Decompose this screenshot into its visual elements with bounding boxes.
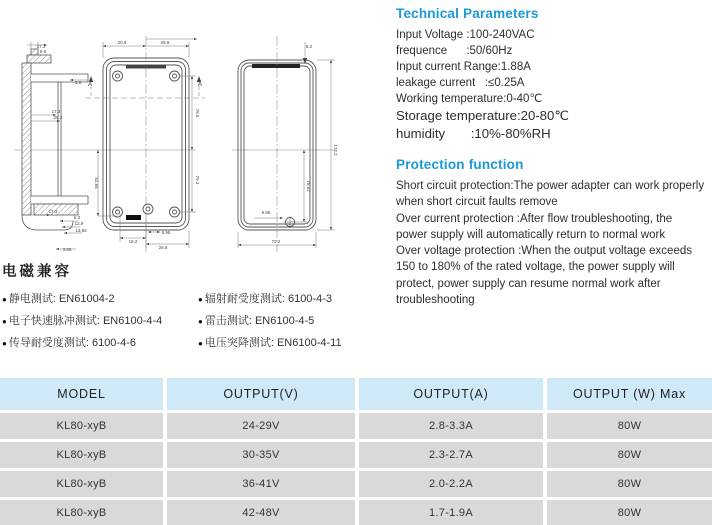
table-cell: KL80-xyB [0,500,163,525]
dimension-label: 17.3 [51,109,61,114]
dimension-label: 6.3 [73,215,81,220]
table-cell: 1.7-1.9A [359,500,543,525]
technical-parameters-section [396,6,708,142]
dimension-label: 26.8 [158,245,168,250]
table-cell: KL80-xyB [0,413,163,439]
technical-parameters-title: Technical Parameters [396,6,539,21]
emc-item [2,315,198,328]
bullet-icon: ● [198,295,203,304]
tech-param-line: Input Voltage :100-240VAC [396,29,535,41]
technical-drawing-svg [0,28,390,258]
dimension-label: 76.3 [195,175,200,185]
dimension-label: 13.65 [75,228,87,233]
emc-item-label: 电压突降测试: EN6100-4-11 [204,337,342,349]
dimension-label: 3.65 [62,247,72,252]
protection-function-lines [396,178,712,308]
protection-line: Short circuit protection:The power adapter can work properly [396,180,705,192]
protection-line: protect, power supply can resume normal work after [396,277,661,290]
table-cell: 30-35V [167,442,355,468]
emc-item [198,337,342,350]
emc-item-label: 电子快速脉冲测试: EN6100-4-4 [8,315,163,327]
emc-test-list [2,293,394,350]
bullet-icon: ● [2,295,7,304]
tech-param-line: leakage current :≤0.25A [396,77,525,89]
emc-item [198,293,332,306]
emc-row [2,315,394,328]
dimension-label: 6.95 [161,230,171,235]
dimension-label: A [197,82,203,88]
dimension-label: 72.2 [271,239,281,244]
dimension-label: A [87,82,93,88]
bullet-icon: ● [198,339,203,348]
technical-drawings [0,28,390,258]
tech-param-line: Working temperature:0-40℃ [396,93,543,105]
column-header: OUTPUT(V) [167,378,355,410]
protection-line: 150 to 180% of the rated voltage, the power supply will [396,261,675,274]
tech-param-line: frequence :50/60Hz [396,45,513,57]
column-header: OUTPUT(A) [359,378,543,410]
dimension-label: 20.8 [117,40,127,45]
column-header: OUTPUT (W) Max [547,378,712,410]
dimension-label: 172.2 [333,144,338,156]
emc-section [2,260,394,359]
emc-item-label: 静电测试: EN61004-2 [8,293,115,305]
dimension-label: 8.2 [305,44,313,49]
emc-item [2,337,198,350]
table-cell: 80W [547,500,712,525]
dimension-label: 9.6 [39,49,47,54]
bullet-icon: ● [2,339,7,348]
table-cell: 80W [547,413,712,439]
table-cell: 80W [547,471,712,497]
technical-parameters-lines [396,27,708,142]
dimension-label: 29.2 [53,115,63,120]
table-cell: 2.8-3.3A [359,413,543,439]
dimension-label: 28.8 [160,40,170,45]
table-cell: 36-41V [167,471,355,497]
bullet-icon: ● [2,317,7,326]
protection-line: power supply will automatically return to normal work [396,228,666,241]
tech-param-line: Input current Range:1.88A [396,61,531,73]
side-view-drawing [22,49,88,230]
protection-function-section [396,157,712,308]
dimension-label: 17.3 [48,209,58,214]
dimension-label: 15.2 [128,239,138,244]
table-cell: 2.0-2.2A [359,471,543,497]
table-cell: 42-48V [167,500,355,525]
bullet-icon: ● [198,317,203,326]
emc-item [198,315,314,328]
dimension-label: 75.62 [306,180,311,192]
dimension-label: 3.8 [74,80,82,85]
emc-row [2,293,394,306]
table-cell: KL80-xyB [0,471,163,497]
protection-line: Over current protection :After flow troubleshooting, the [396,212,673,225]
table-cell: 2.3-2.7A [359,442,543,468]
table-cell: 24-29V [167,413,355,439]
dimension-label: 9.95 [261,210,271,215]
output-spec-table [0,378,712,525]
emc-item-label: 传导耐受度测试: 6100-4-6 [8,337,136,349]
protection-line: Over voltage protection :When the output voltage exceeds [396,245,692,258]
emc-item-label: 雷击测试: EN6100-4-5 [204,315,315,327]
tech-param-line-large: Storage temperature:20-80℃ [396,108,570,123]
emc-item-label: 辐射耐受度测试: 6100-4-3 [204,293,332,305]
table-cell: 80W [547,442,712,468]
protection-function-title: Protection function [396,157,524,172]
tech-param-line-large: humidity :10%-80%RH [396,125,551,141]
emc-row [2,337,394,350]
dimension-labels [37,40,338,252]
emc-item [2,293,198,306]
column-header: MODEL [0,378,163,410]
dimension-label: 17.3 [36,44,46,49]
table-cell: KL80-xyB [0,442,163,468]
dimension-label: 52.65 [94,177,99,189]
dimension-label: 12.9 [74,221,84,226]
protection-line: troubleshooting [396,294,475,307]
dimension-label: 76.5 [195,108,200,118]
emc-title: 电磁兼容 [2,264,72,280]
protection-line: when short circuit faults remove [396,196,558,209]
